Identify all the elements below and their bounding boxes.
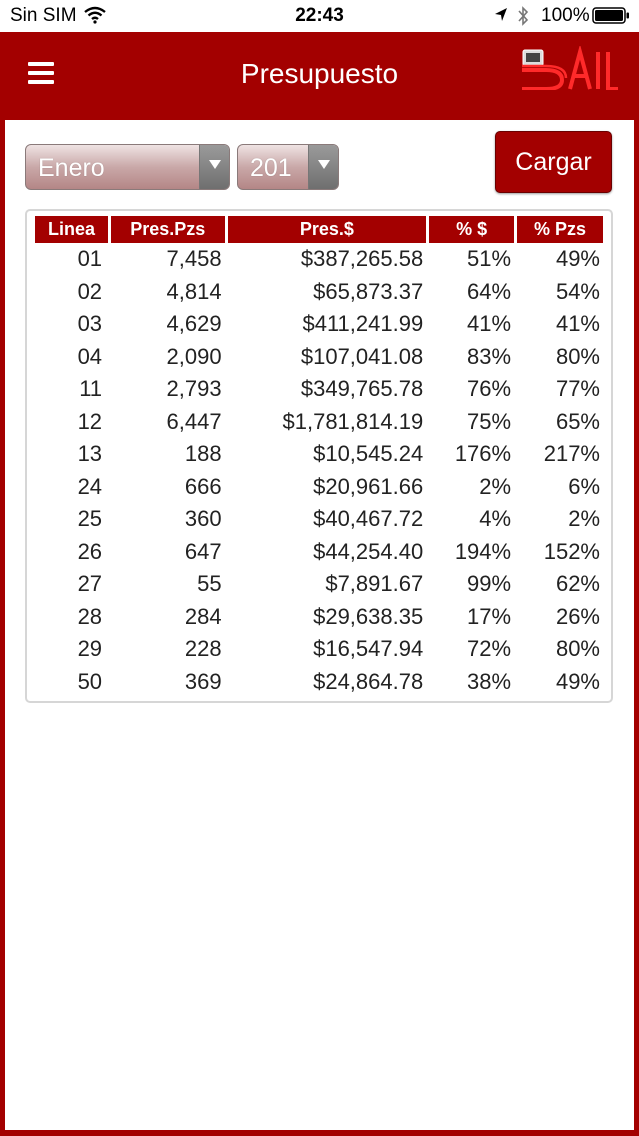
- cell-pct-amount: 17%: [467, 603, 512, 629]
- cell-pct-amount: 38%: [467, 668, 512, 694]
- cell-pct-amount: 76%: [467, 376, 512, 402]
- table-row[interactable]: [35, 373, 603, 406]
- cell-pres-amount: $20,961.66: [313, 473, 424, 499]
- cell-pres-pzs: 228: [184, 636, 222, 662]
- table-row[interactable]: [35, 568, 603, 601]
- cell-pres-amount: $24,864.78: [313, 668, 424, 694]
- cell-pct-pzs: 152%: [543, 538, 600, 564]
- cell-pct-pzs: 26%: [555, 603, 600, 629]
- nav-bar: [0, 32, 639, 120]
- budget-table-grid: [32, 216, 606, 698]
- cell-pct-amount: 99%: [467, 571, 512, 597]
- cell-pct-pzs: 2%: [568, 506, 600, 532]
- month-select-value: Enero: [38, 154, 105, 182]
- carrier-label: Sin SIM: [10, 5, 77, 26]
- cell-linea: 04: [77, 343, 103, 369]
- cell-pct-pzs: 6%: [568, 473, 600, 499]
- cell-pres-amount: $44,254.40: [313, 538, 424, 564]
- cell-linea: 50: [77, 668, 103, 694]
- dai-logo: [520, 46, 620, 90]
- table-row[interactable]: [35, 471, 603, 504]
- chevron-down-icon: [308, 145, 338, 189]
- cell-pres-pzs: 188: [184, 441, 222, 467]
- cell-pct-amount: 4%: [479, 506, 512, 532]
- cell-linea: 28: [77, 603, 103, 629]
- cell-pct-pzs: 80%: [555, 636, 600, 662]
- status-time: 22:43: [295, 5, 344, 26]
- cell-pct-amount: 2%: [479, 473, 512, 499]
- main-content: [5, 120, 634, 1130]
- cell-linea: 26: [77, 538, 103, 564]
- cell-pres-amount: $387,265.58: [300, 246, 424, 272]
- cell-pres-pzs: 55: [197, 571, 222, 597]
- table-row[interactable]: [35, 276, 603, 309]
- battery-percent: 100%: [541, 5, 590, 26]
- column-header-linea: Linea: [35, 216, 108, 243]
- cell-pres-amount: $16,547.94: [313, 636, 424, 662]
- cell-pres-pzs: 6,447: [166, 408, 222, 434]
- cell-pct-pzs: 41%: [555, 311, 600, 337]
- table-row[interactable]: [35, 308, 603, 341]
- battery-icon: [592, 7, 630, 24]
- cell-pres-pzs: 284: [184, 603, 222, 629]
- table-row[interactable]: [35, 438, 603, 471]
- table-row[interactable]: [35, 601, 603, 634]
- cell-pct-amount: 194%: [454, 538, 512, 564]
- table-row[interactable]: [35, 243, 603, 276]
- status-bar: [0, 0, 639, 32]
- table-row[interactable]: [35, 536, 603, 569]
- cell-linea: 02: [77, 278, 103, 304]
- cell-pct-pzs: 80%: [555, 343, 600, 369]
- cell-pres-pzs: 647: [184, 538, 222, 564]
- column-header-pct-pzs: % Pzs: [517, 216, 603, 243]
- cell-pres-amount: $10,545.24: [313, 441, 424, 467]
- cell-pres-pzs: 4,629: [166, 311, 222, 337]
- load-button[interactable]: Cargar: [495, 131, 612, 193]
- table-row[interactable]: [35, 406, 603, 439]
- budget-table: [25, 209, 613, 703]
- table-row[interactable]: [35, 633, 603, 666]
- year-select[interactable]: [237, 144, 339, 190]
- cell-pres-pzs: 7,458: [166, 246, 222, 272]
- cell-linea: 24: [77, 473, 103, 499]
- cell-pct-amount: 83%: [467, 343, 512, 369]
- cell-pct-pzs: 49%: [555, 668, 600, 694]
- cell-pct-amount: 51%: [467, 246, 512, 272]
- cell-pres-pzs: 666: [184, 473, 222, 499]
- cell-pct-pzs: 77%: [555, 376, 600, 402]
- cell-pres-amount: $7,891.67: [325, 571, 424, 597]
- cell-linea: 03: [77, 311, 103, 337]
- cell-pct-pzs: 54%: [555, 278, 600, 304]
- cell-pct-pzs: 217%: [543, 441, 600, 467]
- cell-pct-pzs: 65%: [555, 408, 600, 434]
- table-row[interactable]: [35, 503, 603, 536]
- column-header-pres-pzs: Pres.Pzs: [111, 216, 225, 243]
- month-select[interactable]: [25, 144, 230, 190]
- table-row[interactable]: [35, 341, 603, 374]
- cell-pres-pzs: 360: [184, 506, 222, 532]
- cell-pres-amount: $1,781,814.19: [282, 408, 424, 434]
- column-header-pres-amount: Pres.$: [228, 216, 427, 243]
- cell-linea: 12: [77, 408, 103, 434]
- cell-pres-amount: $107,041.08: [300, 343, 424, 369]
- table-row[interactable]: [35, 666, 603, 699]
- location-icon: [494, 7, 508, 23]
- table-body: [35, 243, 603, 698]
- cell-pct-amount: 72%: [467, 636, 512, 662]
- cell-pres-amount: $349,765.78: [300, 376, 424, 402]
- chevron-down-icon: [199, 145, 229, 189]
- cell-linea: 01: [77, 246, 103, 272]
- cell-pres-amount: $65,873.37: [313, 278, 424, 304]
- cell-pres-pzs: 369: [184, 668, 222, 694]
- cell-pct-amount: 64%: [467, 278, 512, 304]
- cell-pres-amount: $411,241.99: [302, 311, 424, 337]
- cell-linea: 11: [79, 376, 103, 402]
- cell-pct-amount: 75%: [467, 408, 512, 434]
- bluetooth-icon: [516, 5, 530, 27]
- cell-pct-amount: 41%: [467, 311, 512, 337]
- cell-pres-pzs: 2,793: [166, 376, 222, 402]
- cell-linea: 29: [77, 636, 103, 662]
- cell-pct-amount: 176%: [454, 441, 512, 467]
- page-title: Presupuesto: [240, 58, 399, 89]
- cell-pct-pzs: 49%: [555, 246, 600, 272]
- cell-linea: 13: [77, 441, 103, 467]
- cell-pres-amount: $40,467.72: [313, 506, 424, 532]
- cell-pct-pzs: 62%: [555, 571, 600, 597]
- cell-linea: 27: [77, 571, 103, 597]
- table-header-row: [35, 216, 603, 243]
- cell-linea: 25: [77, 506, 103, 532]
- year-select-value: 201: [250, 154, 292, 182]
- cell-pres-pzs: 4,814: [166, 278, 222, 304]
- cell-pres-pzs: 2,090: [166, 343, 222, 369]
- column-header-pct-amount: % $: [429, 216, 514, 243]
- cell-pres-amount: $29,638.35: [313, 603, 424, 629]
